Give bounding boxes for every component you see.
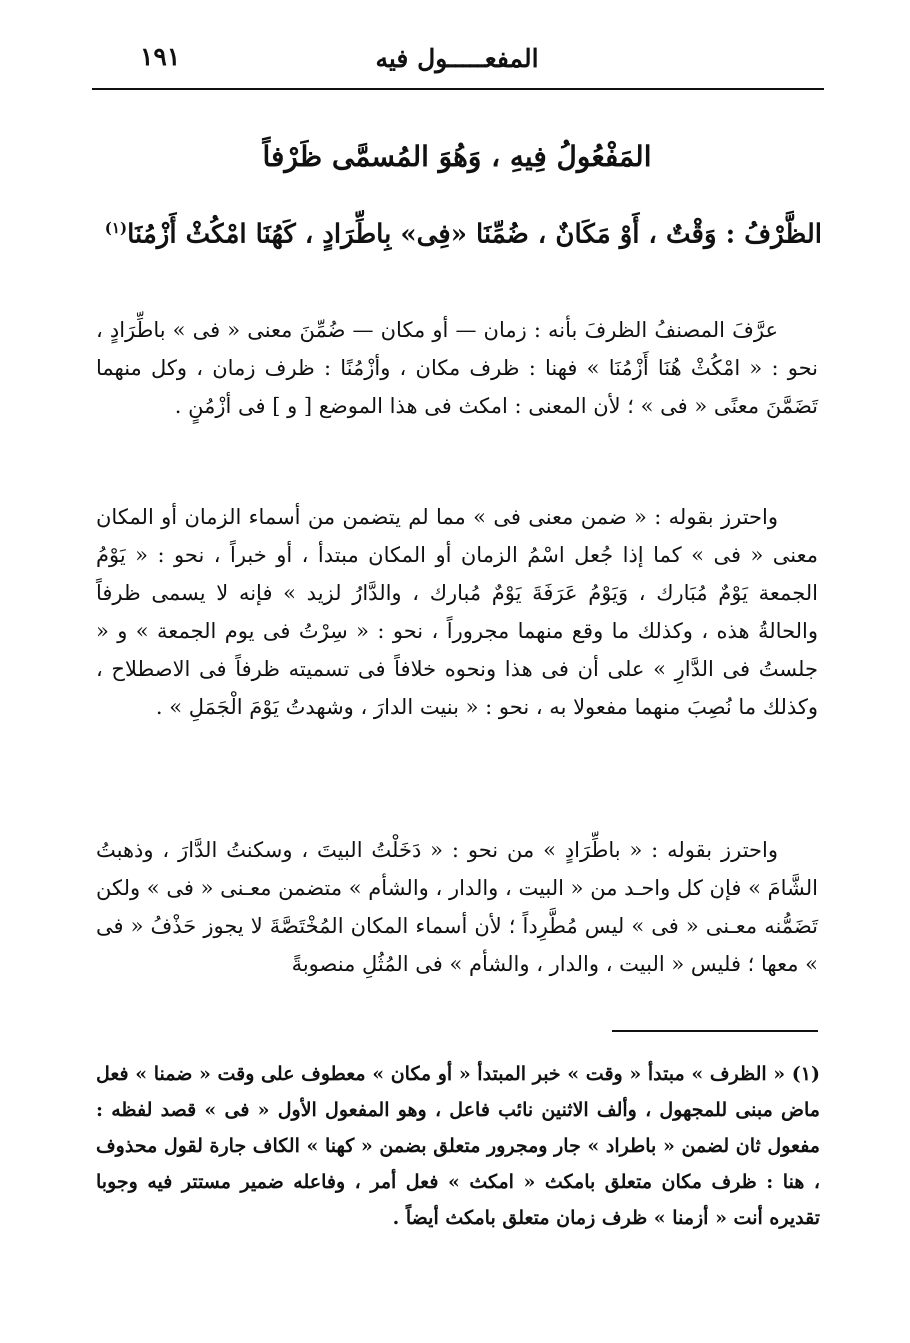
header-divider <box>92 88 824 90</box>
running-header <box>92 38 822 78</box>
paragraph-3: واحترز بقوله : « باطِّرَادٍ » من نحو : « دَخَلْتُ البيتَ ، وسكنتُ الدَّارَ ، وذهبتُ الشَّامَ » فإن كل واحـد من « البيت ، والدار ، والشأم » متضمن معـنى « فى » ولكن تَضَمُّنه معـنى « فى » ليس مُطَّرِداً ؛ لأن أسماء المكان المُخْتَصَّةَ لا يجوز حَذْفُ « فى » معها ؛ فليس « البيت ، والدار ، والشأم » فى المُثُلِ منصوبةً <box>96 838 818 976</box>
verse-footnote-ref: (١) <box>104 219 128 237</box>
verse-text: الظَّرْفُ : وَقْتٌ ، أَوْ مَكَانٌ ، ضُمِّنَا «فِى» بِاطِّرَادٍ ، كَهُنَا امْكُثْ أَزْمُنَا <box>127 219 822 250</box>
footnote-divider <box>612 1030 818 1032</box>
footnote: (١) « الظرف » مبتدأ « وقت » خبر المبتدأ « أو مكان » معطوف على وقت « ضمنا » فعل ماض مبنى للمجهول ، وألف الاثنين نائب فاعل ، وهو المفعول الأول « فى » قصد لفظه : مفعول ثان لضمن « باطراد » جار ومجرور متعلق بضمن « كهنا » الكاف جارة لقول محذوف ، هنا : ظرف مكان متعلق بامكث « امكث » فعل أمر ، وفاعله ضمير مستتر فيه وجوبا تقديره أنت « أزمنا » ظرف زمان متعلق بامكث أيضاً . <box>95 1063 820 1229</box>
page-number: ١٩١ <box>140 42 181 71</box>
verse-line <box>92 208 822 255</box>
header-title: المفعـــــول فيه <box>375 43 539 73</box>
paragraph-1: عرَّفَ المصنفُ الظرفَ بأنه : زمان — أو مكان — ضُمِّنَ معنى « فى » باطِّرَادٍ ، نحو : « امْكُثْ هُنَا أَزْمُنَا » فهنا : ظرف مكان ، وأزْمُنًا : ظرف زمان ، وكل منهما تَضَمَّنَ معنًى « فى » ؛ لأن المعنى : امكث فى هذا الموضع [ و ] فى أزْمُنٍ . <box>96 318 818 418</box>
section-heading: المَفْعُولُ فِيهِ ، وَهُوَ المُسمَّى ظَرْفاً <box>262 140 652 173</box>
paragraph-2: واحترز بقوله : « ضمن معنى فى » مما لم يتضمن من أسماء الزمان أو المكان معنى « فى » كما إذا جُعل اسْمُ الزمان أو المكان مبتدأ ، أو خبراً ، نحو : « يَوْمُ الجمعة يَوْمٌ مُبَارك ، وَيَوْمُ عَرَفَةَ يَوْمٌ مُبارك ، والدَّارُ لزيد » فإنه لا يسمى ظرفاً والحالةُ هذه ، وكذلك ما وقع منهما مجروراً ، نحو : « سِرْتُ فى يوم الجمعة » و « جلستُ فى الدَّارِ » على أن فى هذا ونحوه خلافاً فى تسميته ظرفاً فى الاصطلاح ، وكذلك ما نُصِبَ منهما مفعولا به ، نحو : « بنيت الدارَ ، وشهدتُ يَوْمَ الْجَمَلِ » . <box>96 505 818 719</box>
